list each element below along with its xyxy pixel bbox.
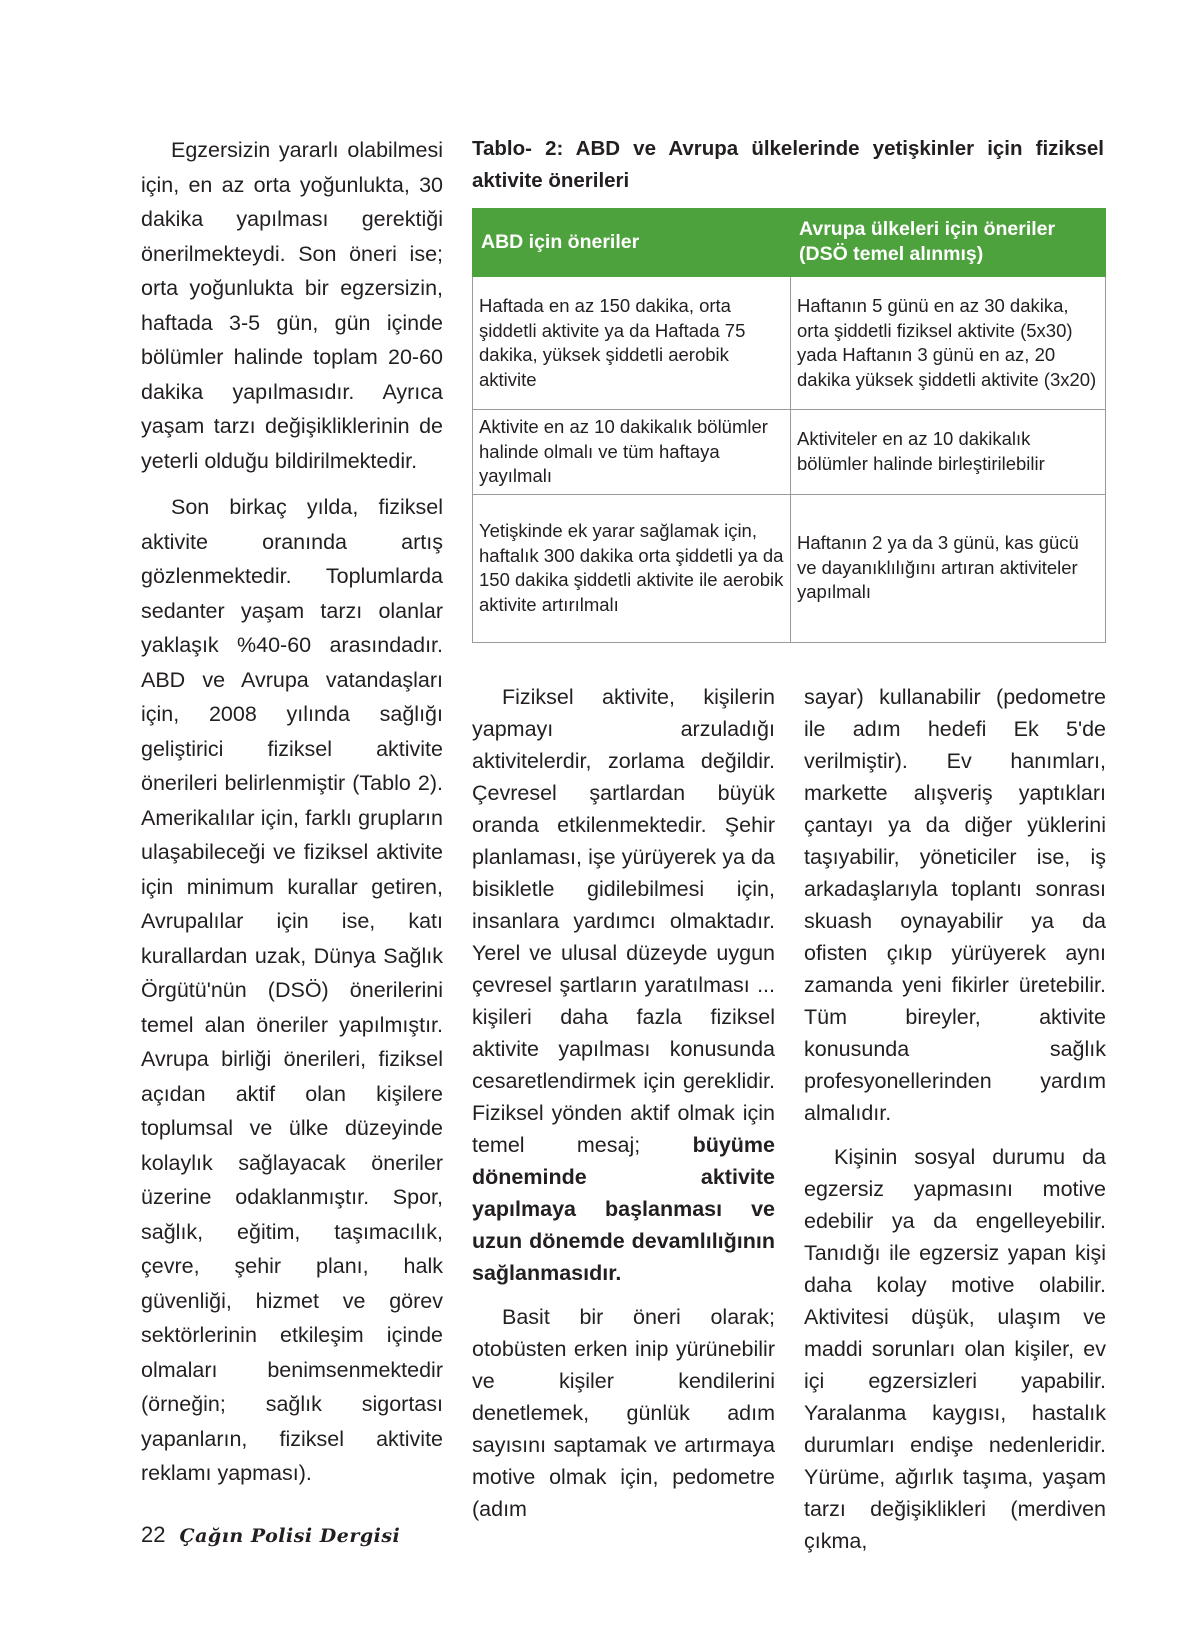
page-footer [141,1522,400,1562]
table-cell: Haftanın 5 günü en az 30 dakika, orta şiddetli fiziksel aktivite (5x30) yada Haftanın 3 günü en az, 20 dakika yüksek şiddetli aktivite (3x20) [791,277,1106,410]
table-cell: Yetişkinde ek yarar sağlamak için, haftalık 300 dakika orta şiddetli ya da 150 dakika şiddetli aktivite ile aerobik aktivite artırılmalı [473,494,791,642]
table-caption: Tablo- 2: ABD ve Avrupa ülkelerinde yetişkinler için fiziksel aktivite önerileri [472,137,1104,192]
journal-name: Çağın Polisi Dergisi [179,1525,401,1547]
body-paragraph: Egzersizin yararlı olabilmesi için, en az orta yoğunlukta, 30 dakika yapılması gerektiği önerilmekteydi. Son öneri ise; orta yoğunlukta bir egzersizin, haftada 3-5 gün, gün içinde bölümler halinde toplam 20-60 dakika yapılmasıdır. Ayrıca yaşam tarzı değişikliklerinin de yeterli olduğu bildirilmektedir. [141,138,443,473]
body-paragraph [472,681,775,1289]
key-message: büyüme döneminde aktivite yapılmaya başlanması ve uzun dönemde devamlılığının sağlanmasıdır. [472,1133,775,1285]
table-row [473,410,1106,495]
table-header-row [473,209,1106,277]
table-header-cell: Avrupa ülkeleri için öneriler (DSÖ temel alınmış) [791,209,1106,277]
body-paragraph: sayar) kullanabilir (pedometre ile adım hedefi Ek 5'de verilmiştir). Ev hanımları, markette alışveriş yaptıkları çantayı ya da diğer yüklerini taşıyabilir, yöneticiler ise, iş arkadaşlarıyla toplantı sonrası skuash oynayabilir ya da ofisten çıkıp yürüyerek aynı zamanda yeni fikirler üretebilir. Tüm bireyler, aktivite konusunda sağlık profesyonellerinden yardım almalıdır. [804,685,1106,1125]
recommendations-table [472,208,1106,643]
table-cell: Haftanın 2 ya da 3 günü, kas gücü ve dayanıklılığını artıran aktiviteler yapılmalı [791,494,1106,642]
table-cell: Aktiviteler en az 10 dakikalık bölümler halinde birleştirilebilir [791,410,1106,495]
table-cell: Haftada en az 150 dakika, orta şiddetli aktivite ya da Haftada 75 dakika, yüksek şiddetli aerobik aktivite [473,277,791,410]
table-cell: Aktivite en az 10 dakikalık bölümler halinde olmalı ve tüm haftaya yayılmalı [473,410,791,495]
right-column [804,681,1106,1569]
page-number: 22 [141,1522,166,1547]
paragraph-text: Fiziksel aktivite, kişilerin yapmayı arzuladığı aktivitelerdir, zorlama değildir. Çevresel şartlardan büyük oranda etkilenmektedir. Şehir planlaması, işe yürüyerek ya da bisikletle gidilebilmesi için, insanlara yardımcı olmaktadır. Yerel ve ulusal düzeyde uygun çevresel şartların yaratılması ... kişileri daha fazla fiziksel aktivite yapılması konusunda cesaretlendirmek için gereklidir. Fiziksel yönden aktif olmak için temel mesaj; [472,685,775,1157]
table-header-cell: ABD için öneriler [473,209,791,277]
table-row [473,277,1106,410]
middle-column [472,681,775,1537]
body-paragraph: Kişinin sosyal durumu da egzersiz yapmasını motive edebilir ya da engelleyebilir. Tanıdığı ile egzersiz yapan kişi daha kolay motive olabilir. Aktivitesi düşük, ulaşım ve maddi sorunları olan kişiler, ev içi egzersizleri yapabilir. Yaralanma kaygısı, hastalık durumları endişe nedenleridir. Yürüme, ağırlık taşıma, yaşam tarzı değişiklikleri (merdiven çıkma, [804,1145,1106,1553]
table-row [473,494,1106,642]
body-paragraph: Basit bir öneri olarak; otobüsten erken inip yürünebilir ve kişiler kendilerini denetlemek, günlük adım sayısını saptamak ve artırmaya motive olmak için, pedometre (adım [472,1305,775,1521]
body-paragraph: Son birkaç yılda, fiziksel aktivite oranında artış gözlenmektedir. Toplumlarda sedanter yaşam tarzı olanlar yaklaşık %40-60 arasındadır. ABD ve Avrupa vatandaşları için, 2008 yılında sağlığı geliştirici fiziksel aktivite önerileri belirlenmiştir (Tablo 2). Amerikalılar için, farklı grupların ulaşabileceği ve fiziksel aktivite için minimum kurallar getiren, Avrupalılar için ise, katı kurallardan uzak, Dünya Sağlık Örgütü'nün (DSÖ) önerilerini temel alan öneriler yapılmıştır. Avrupa birliği önerileri, fiziksel açıdan aktif olan kişilere toplumsal ve ülke düzeyinde kolaylık sağlayacak öneriler üzerine odaklanmıştır. Spor, sağlık, eğitim, taşımacılık, çevre, şehir planı, halk güvenliği, hizmet ve görev sektörlerinin etkileşim içinde olmaları benimsenmektedir (örneğin; sağlık sigortası yapanların, fiziksel aktivite reklamı yapması). [141,495,443,1485]
left-column [141,133,443,1503]
